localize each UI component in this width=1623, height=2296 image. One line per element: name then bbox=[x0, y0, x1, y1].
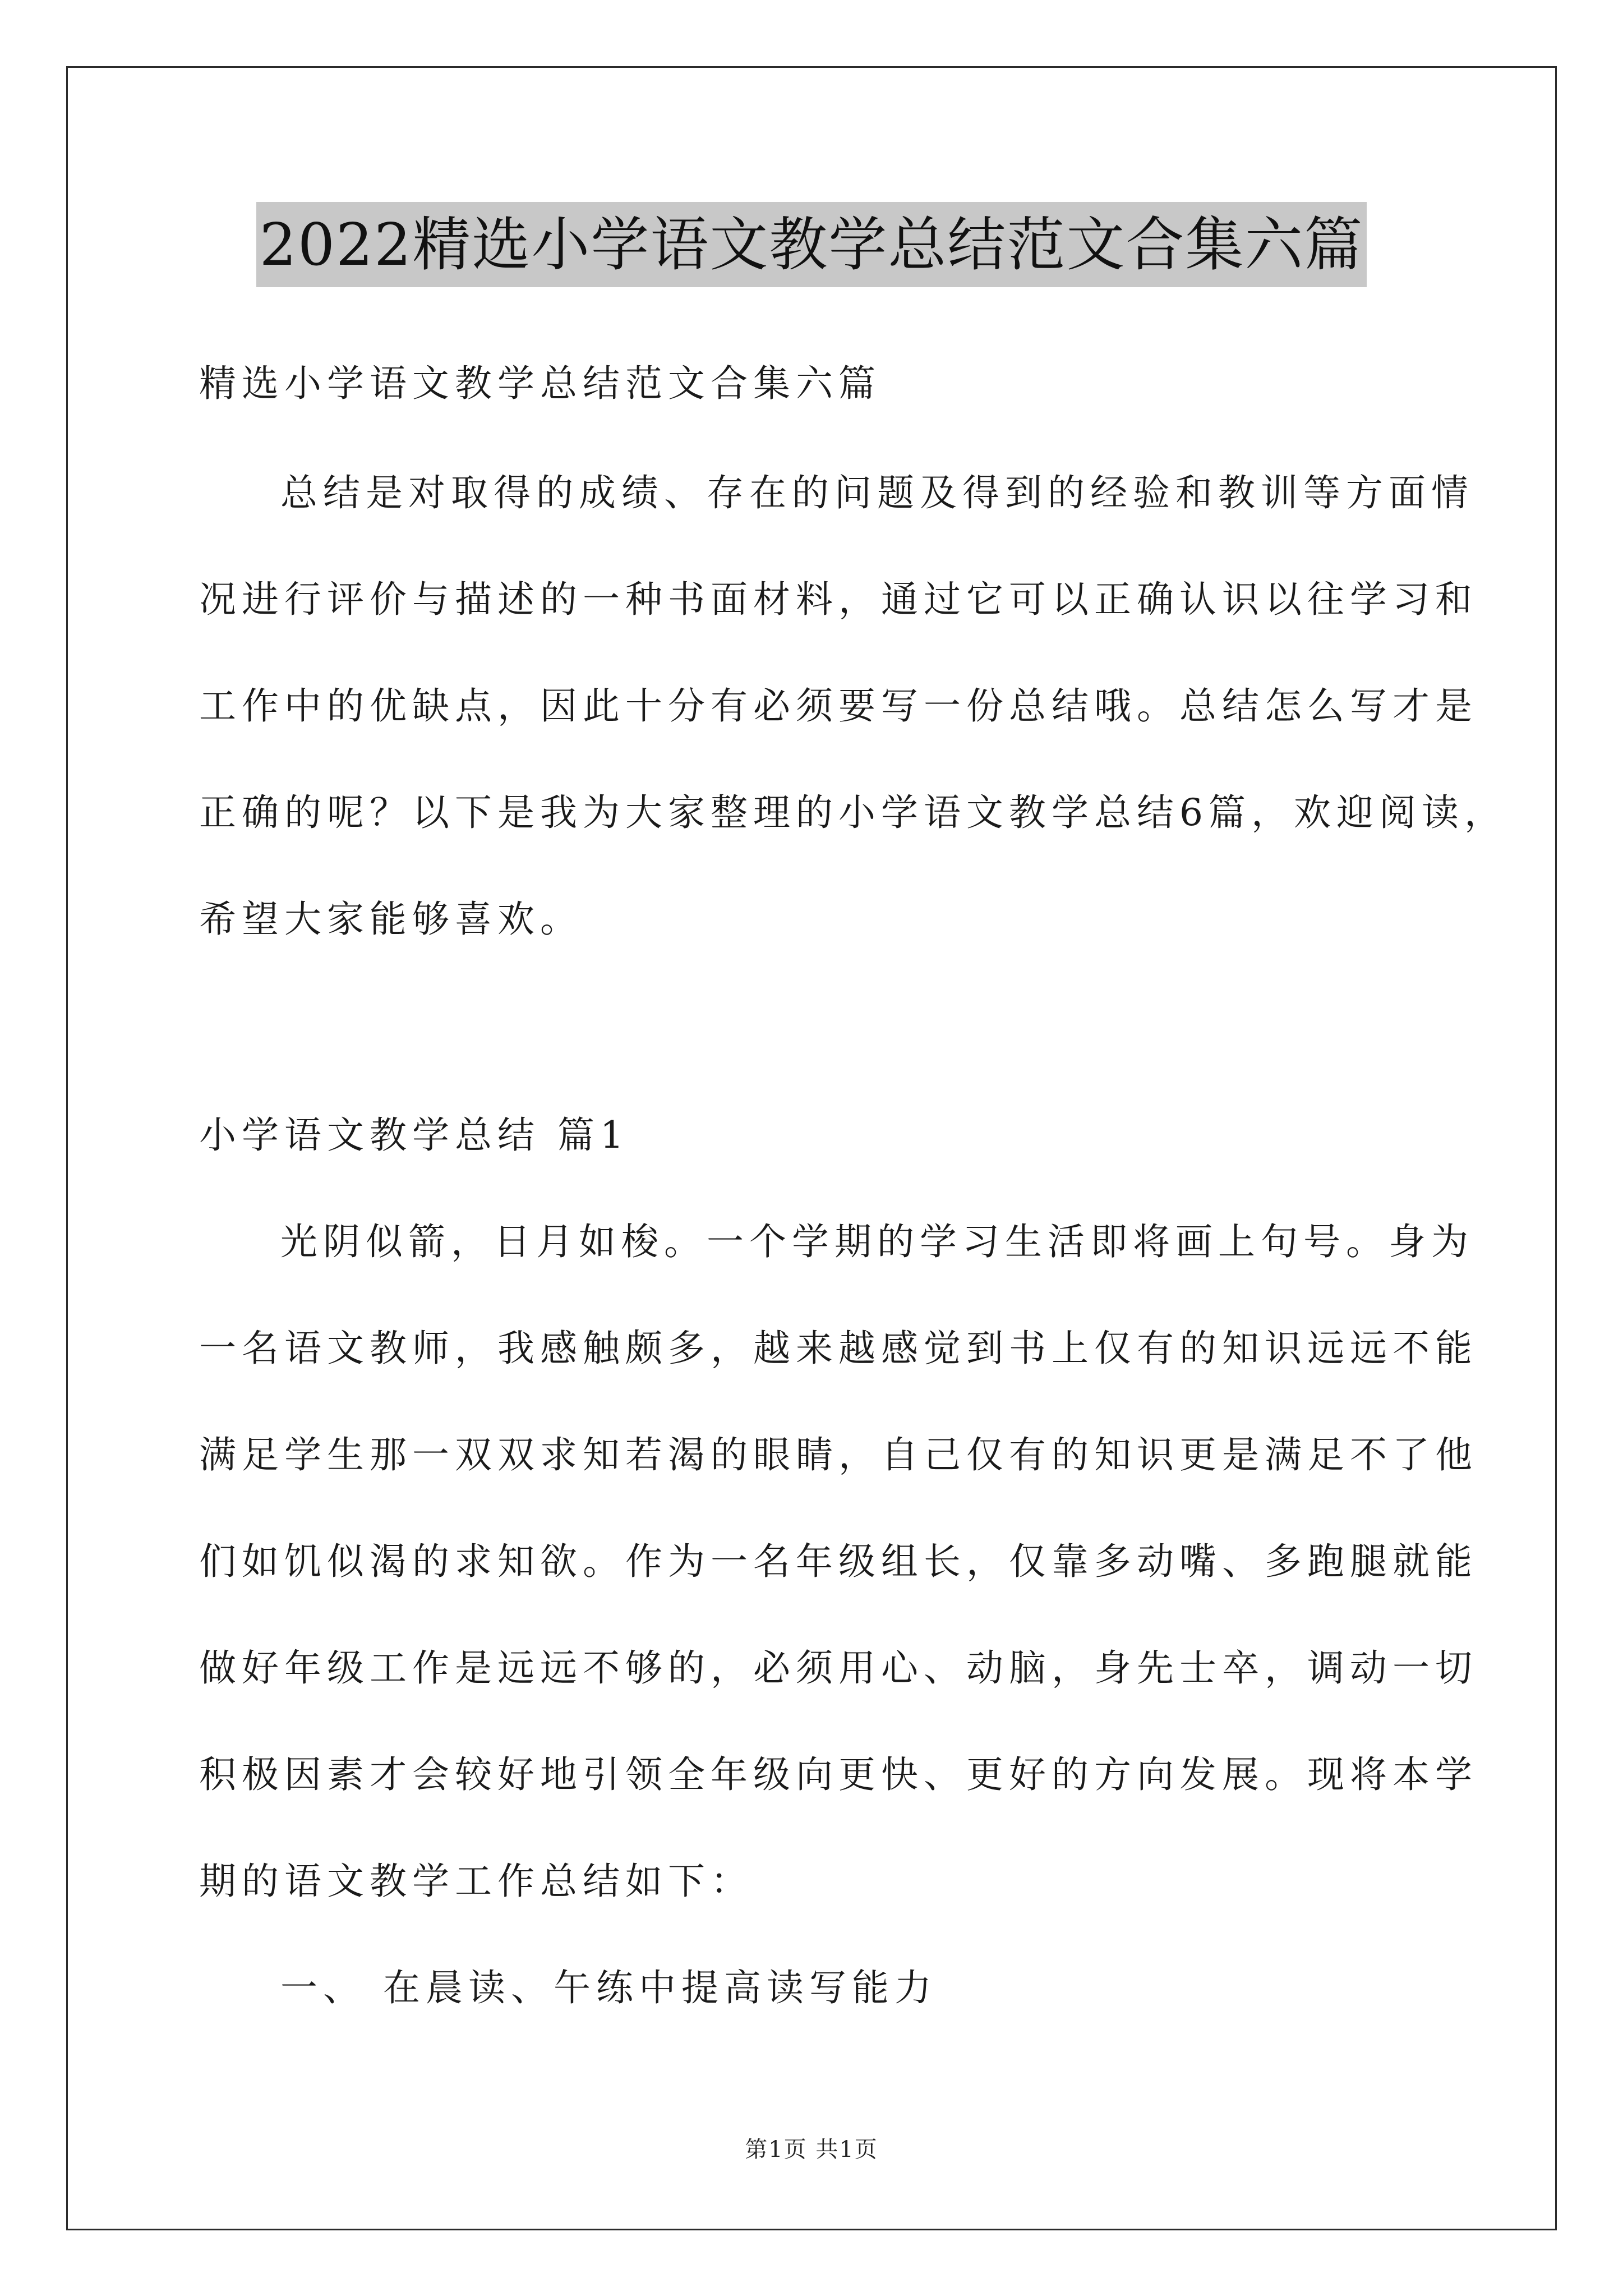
intro-line-4: 正确的呢？以下是我为大家整理的小学语文教学总结6篇，欢迎阅读， bbox=[199, 791, 1507, 834]
list-item-1: 一、 在晨读、午练中提高读写能力 bbox=[280, 1966, 937, 2009]
section-line-6: 积极因素才会较好地引领全年级向更快、更好的方向发展。现将本学 bbox=[199, 1753, 1478, 1796]
section-line-7: 期的语文教学工作总结如下： bbox=[199, 1860, 753, 1903]
section-heading: 小学语文教学总结 篇1 bbox=[199, 1114, 629, 1157]
subtitle: 精选小学语文教学总结范文合集六篇 bbox=[199, 362, 881, 405]
section-line-1: 光阴似箭，日月如梭。一个学期的学习生活即将画上句号。身为 bbox=[280, 1220, 1474, 1263]
title-container bbox=[0, 202, 1623, 287]
intro-line-3: 工作中的优缺点，因此十分有必须要写一份总结哦。总结怎么写才是 bbox=[199, 684, 1478, 728]
intro-line-2: 况进行评价与描述的一种书面材料，通过它可以正确认识以往学习和 bbox=[199, 578, 1478, 621]
page-footer: 第1页 共1页 bbox=[745, 2137, 878, 2162]
section-line-3: 满足学生那一双双求知若渴的眼睛，自己仅有的知识更是满足不了他 bbox=[199, 1433, 1478, 1476]
section-line-4: 们如饥似渴的求知欲。作为一名年级组长，仅靠多动嘴、多跑腿就能 bbox=[199, 1540, 1478, 1583]
intro-line-1: 总结是对取得的成绩、存在的问题及得到的经验和教训等方面情 bbox=[280, 471, 1474, 514]
section-line-5: 做好年级工作是远远不够的，必须用心、动脑，身先士卒，调动一切 bbox=[199, 1646, 1478, 1690]
section-line-2: 一名语文教师，我感触颇多，越来越感觉到书上仅有的知识远远不能 bbox=[199, 1327, 1478, 1370]
intro-line-5: 希望大家能够喜欢。 bbox=[199, 898, 583, 941]
document-title: 2022精选小学语文教学总结范文合集六篇 bbox=[256, 202, 1367, 287]
